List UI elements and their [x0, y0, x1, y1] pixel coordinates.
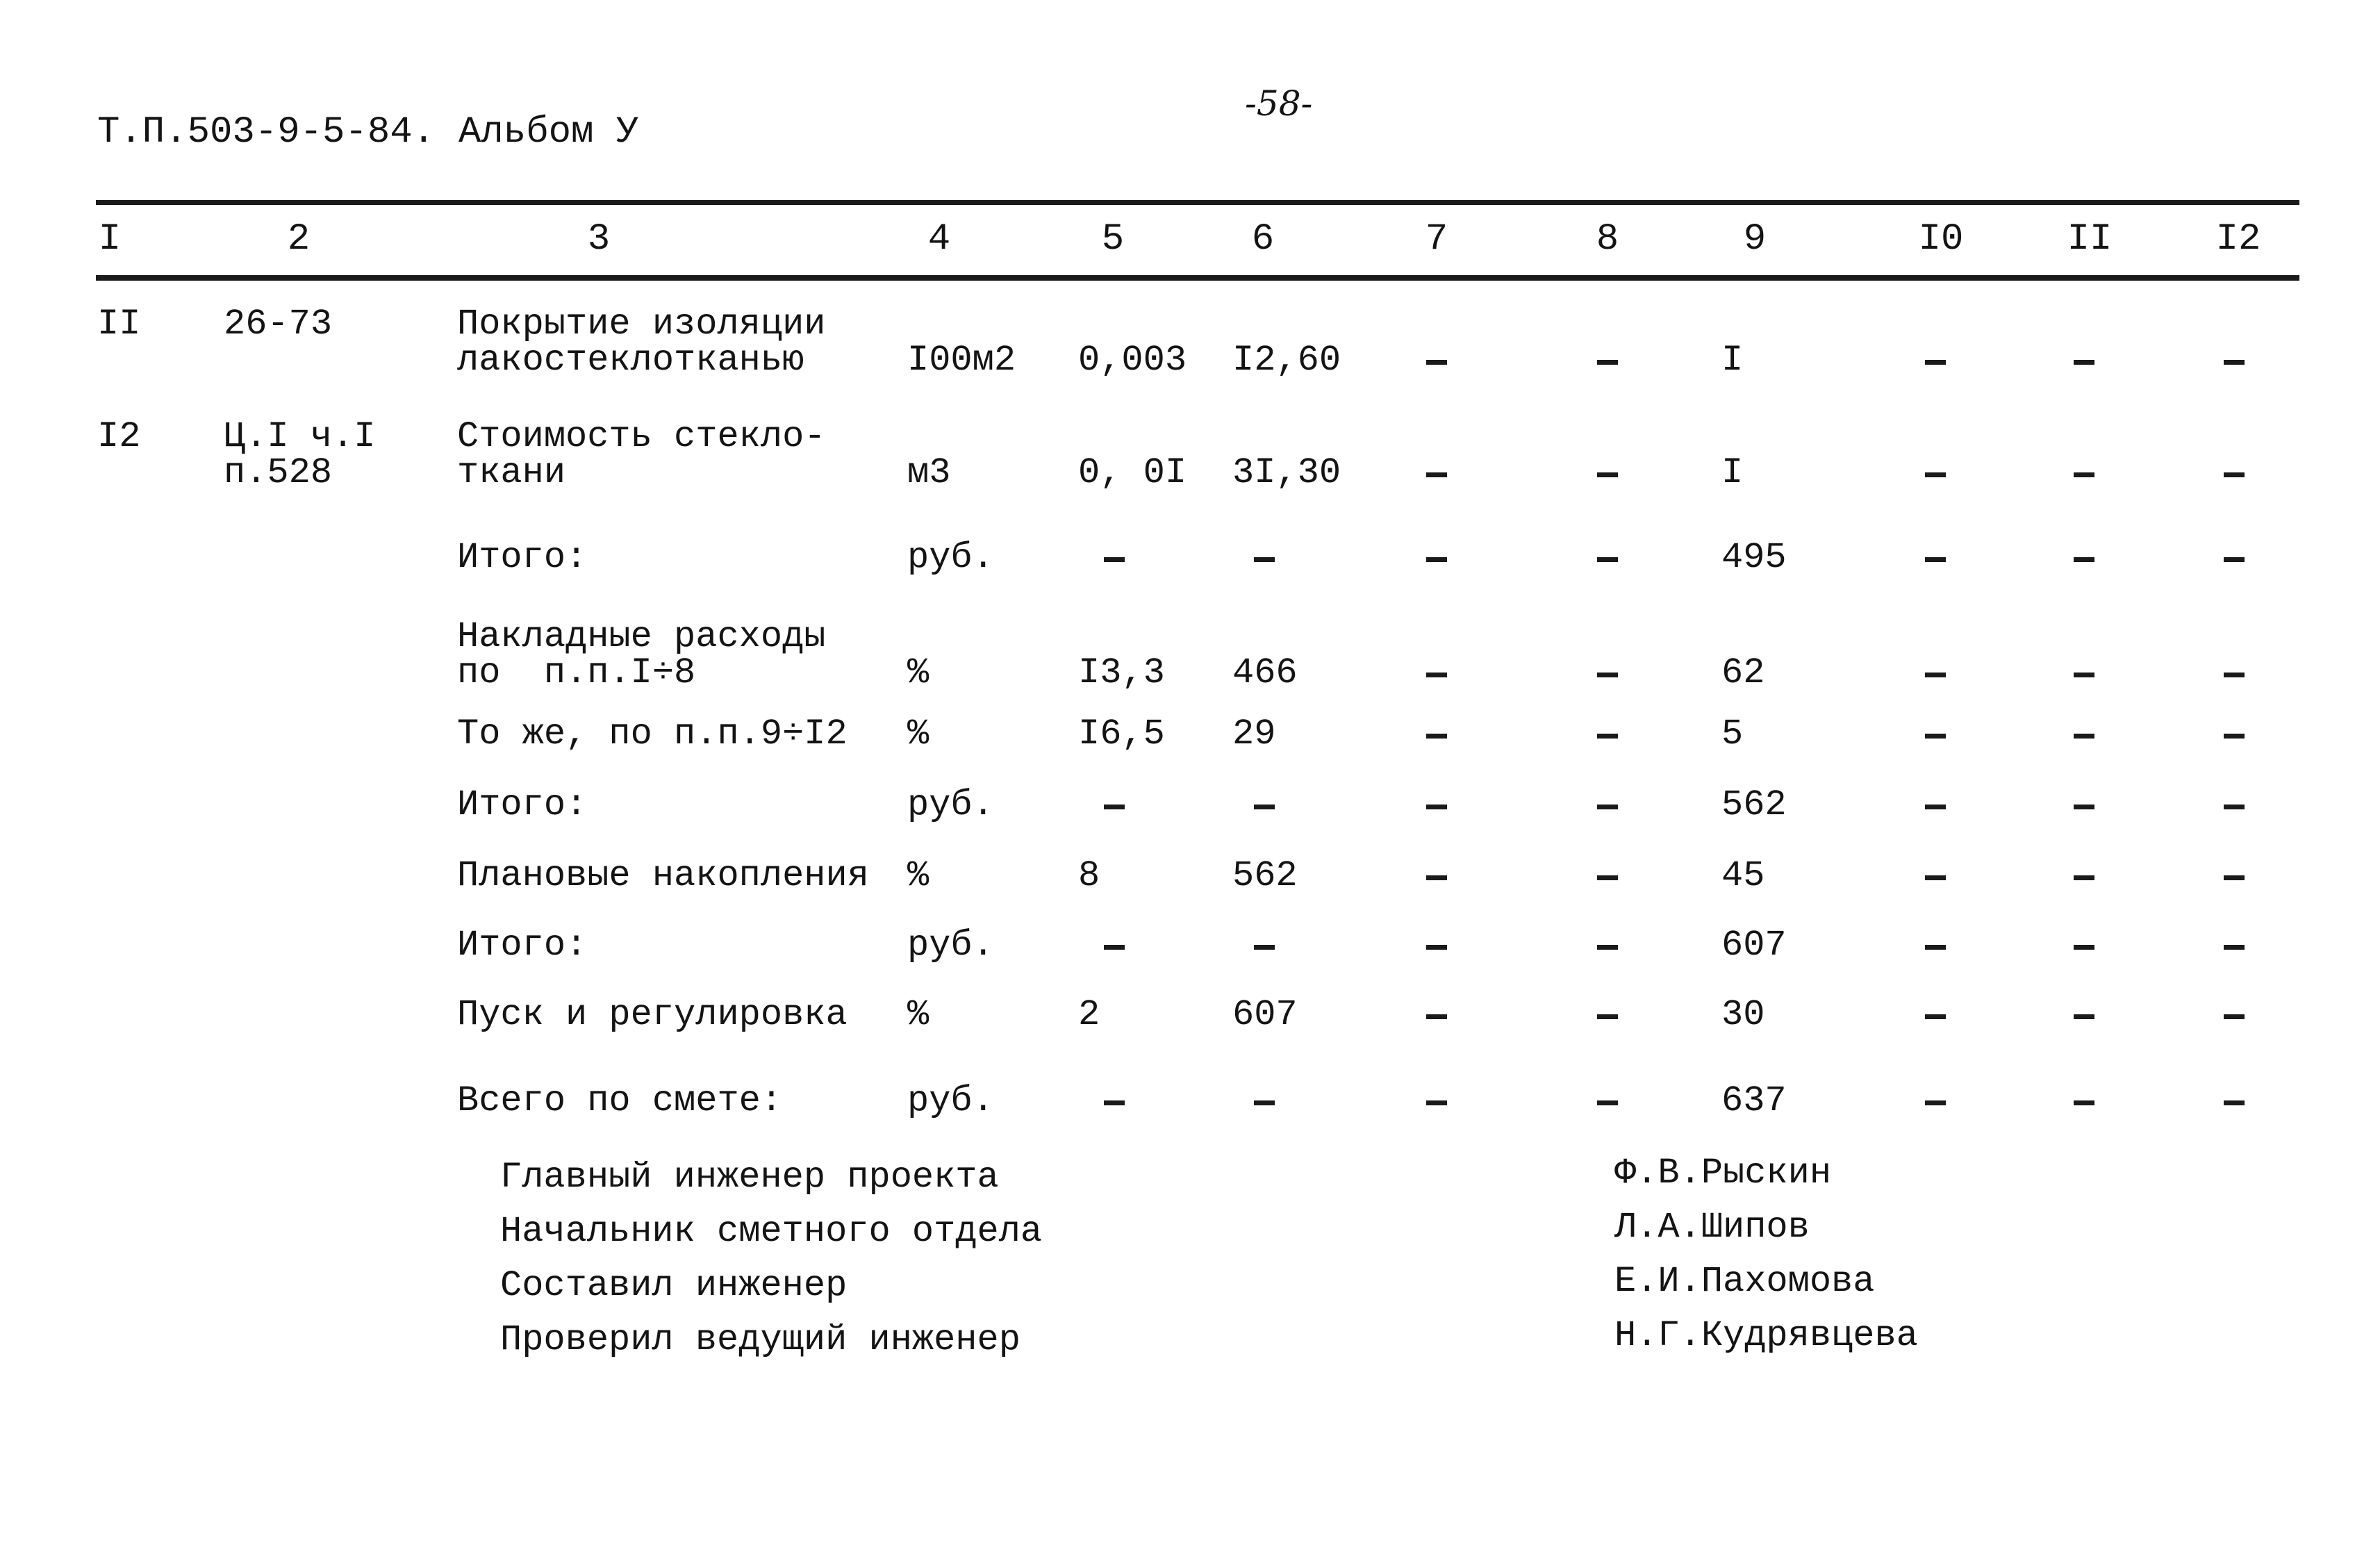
row-unit: руб.: [907, 784, 994, 825]
row-c7-dash: [1426, 875, 1447, 880]
row-value-c5: 2: [1078, 994, 1100, 1035]
row-c10-dash: [1925, 734, 1946, 739]
column-header-4: 4: [927, 218, 951, 261]
row-c8-dash: [1597, 673, 1618, 677]
column-header-12: I2: [2215, 218, 2261, 261]
row-value-c6: 3I,30: [1232, 452, 1341, 493]
row-unit: руб.: [907, 537, 994, 578]
row-c6-dash: [1254, 557, 1275, 562]
row-c7-dash: [1426, 360, 1447, 365]
row-c8-dash: [1597, 875, 1618, 880]
row-c7-dash: [1426, 734, 1447, 739]
row-c11-dash: [2074, 734, 2094, 739]
row-description: Всего по смете:: [457, 1080, 783, 1121]
row-value-c6: 29: [1232, 713, 1276, 754]
row-c8-dash: [1597, 945, 1618, 950]
row-c11-dash: [2074, 805, 2094, 809]
signature-role: Проверил ведущий инженер: [500, 1319, 1020, 1360]
row-description: То же, по п.п.9÷I2: [457, 713, 848, 754]
signature-name: Л.А.Шипов: [1614, 1207, 1810, 1248]
row-description: Стоимость стекло-: [457, 416, 826, 457]
signature-role: Главный инженер проекта: [500, 1157, 999, 1198]
header-bottom-rule: [96, 275, 2299, 281]
row-c8-dash: [1597, 472, 1618, 477]
row-c11-dash: [2074, 1100, 2094, 1105]
column-header-3: 3: [587, 218, 611, 261]
column-header-11: II: [2067, 218, 2113, 261]
page-number: -58-: [1245, 83, 1313, 124]
row-c7-dash: [1426, 472, 1447, 477]
column-header-6: 6: [1251, 218, 1275, 261]
row-c7-dash: [1426, 673, 1447, 677]
column-header-10: I0: [1918, 218, 1964, 261]
row-c10-dash: [1925, 557, 1946, 562]
column-header-5: 5: [1101, 218, 1125, 261]
row-value-c9: 495: [1721, 537, 1787, 578]
row-value-c5: 0,003: [1078, 340, 1187, 381]
row-value-c6: 562: [1232, 855, 1298, 896]
row-c11-dash: [2074, 557, 2094, 562]
row-c11-dash: [2074, 875, 2094, 880]
row-c11-dash: [2074, 472, 2094, 477]
row-c7-dash: [1426, 557, 1447, 562]
row-c12-dash: [2224, 805, 2245, 809]
row-c12-dash: [2224, 875, 2245, 880]
row-c12-dash: [2224, 673, 2245, 677]
row-c10-dash: [1925, 360, 1946, 365]
row-c12-dash: [2224, 1014, 2245, 1019]
row-c7-dash: [1426, 805, 1447, 809]
row-c8-dash: [1597, 1100, 1618, 1105]
row-c8-dash: [1597, 1014, 1618, 1019]
row-description: по п.п.I÷8: [457, 652, 696, 693]
column-header-7: 7: [1425, 218, 1448, 261]
row-value-c9: I: [1721, 452, 1744, 493]
row-unit: I00м2: [907, 340, 1016, 381]
row-c10-dash: [1925, 945, 1946, 950]
row-description: лакостеклотканью: [457, 340, 804, 381]
column-header-2: 2: [287, 218, 311, 261]
row-value-c9: 62: [1721, 652, 1765, 693]
row-c10-dash: [1925, 1100, 1946, 1105]
row-value-c9: 30: [1721, 994, 1765, 1035]
signature-role: Начальник сметного отдела: [500, 1211, 1043, 1252]
signature-name: Ф.В.Рыскин: [1614, 1153, 1832, 1194]
row-norm-reference: п.528: [224, 452, 333, 493]
row-unit: %: [907, 855, 929, 896]
album-label: Альбом У: [458, 111, 639, 154]
row-c12-dash: [2224, 734, 2245, 739]
row-c5-dash: [1104, 1100, 1125, 1105]
column-header-9: 9: [1743, 218, 1767, 261]
row-c10-dash: [1925, 472, 1946, 477]
doc-reference: Т.П.503-9-5-84.: [97, 111, 436, 154]
row-unit: %: [907, 652, 929, 693]
row-value-c9: 607: [1721, 925, 1787, 966]
row-value-c9: I: [1721, 340, 1744, 381]
column-header-8: 8: [1596, 218, 1619, 261]
row-c11-dash: [2074, 360, 2094, 365]
row-c6-dash: [1254, 1100, 1275, 1105]
row-c5-dash: [1104, 805, 1125, 809]
row-value-c6: I2,60: [1232, 340, 1341, 381]
row-description: Плановые накопления: [457, 855, 869, 896]
row-value-c9: 45: [1721, 855, 1765, 896]
row-description: Пуск и регулировка: [457, 994, 848, 1035]
row-c8-dash: [1597, 557, 1618, 562]
row-c10-dash: [1925, 673, 1946, 677]
row-c6-dash: [1254, 805, 1275, 809]
row-number: II: [97, 304, 141, 345]
row-c10-dash: [1925, 805, 1946, 809]
row-c8-dash: [1597, 734, 1618, 739]
row-c10-dash: [1925, 1014, 1946, 1019]
row-value-c9: 5: [1721, 713, 1744, 754]
row-c7-dash: [1426, 945, 1447, 950]
row-c7-dash: [1426, 1014, 1447, 1019]
row-description: Накладные расходы: [457, 616, 826, 657]
row-c10-dash: [1925, 875, 1946, 880]
row-c6-dash: [1254, 945, 1275, 950]
row-description: Итого:: [457, 784, 588, 825]
row-norm-reference: Ц.I ч.I: [224, 416, 376, 457]
row-description: Итого:: [457, 537, 588, 578]
row-value-c5: 8: [1078, 855, 1100, 896]
row-c11-dash: [2074, 1014, 2094, 1019]
row-c5-dash: [1104, 557, 1125, 562]
row-value-c5: I6,5: [1078, 713, 1165, 754]
row-c8-dash: [1597, 805, 1618, 809]
row-value-c9: 562: [1721, 784, 1787, 825]
row-unit: руб.: [907, 1080, 994, 1121]
signature-role: Составил инженер: [500, 1265, 848, 1306]
row-c5-dash: [1104, 945, 1125, 950]
row-c12-dash: [2224, 360, 2245, 365]
row-description: ткани: [457, 452, 566, 493]
row-unit: %: [907, 713, 929, 754]
row-value-c6: 466: [1232, 652, 1298, 693]
row-description: Покрытие изоляции: [457, 304, 826, 345]
row-value-c5: 0, 0I: [1078, 452, 1187, 493]
row-c12-dash: [2224, 1100, 2245, 1105]
row-value-c9: 637: [1721, 1080, 1787, 1121]
row-c12-dash: [2224, 945, 2245, 950]
column-header-1: I: [98, 218, 122, 261]
row-value-c6: 607: [1232, 994, 1298, 1035]
row-c12-dash: [2224, 557, 2245, 562]
row-unit: %: [907, 994, 929, 1035]
row-unit: руб.: [907, 925, 994, 966]
row-unit: м3: [907, 452, 951, 493]
row-c8-dash: [1597, 360, 1618, 365]
row-c12-dash: [2224, 472, 2245, 477]
top-rule: [96, 200, 2299, 205]
signature-name: Е.И.Пахомова: [1614, 1261, 1875, 1302]
row-c11-dash: [2074, 673, 2094, 677]
row-c11-dash: [2074, 945, 2094, 950]
row-value-c5: I3,3: [1078, 652, 1165, 693]
row-number: I2: [97, 416, 141, 457]
row-c7-dash: [1426, 1100, 1447, 1105]
row-norm-reference: 26-73: [224, 304, 333, 345]
signature-name: Н.Г.Кудрявцева: [1614, 1315, 1918, 1356]
row-description: Итого:: [457, 925, 588, 966]
